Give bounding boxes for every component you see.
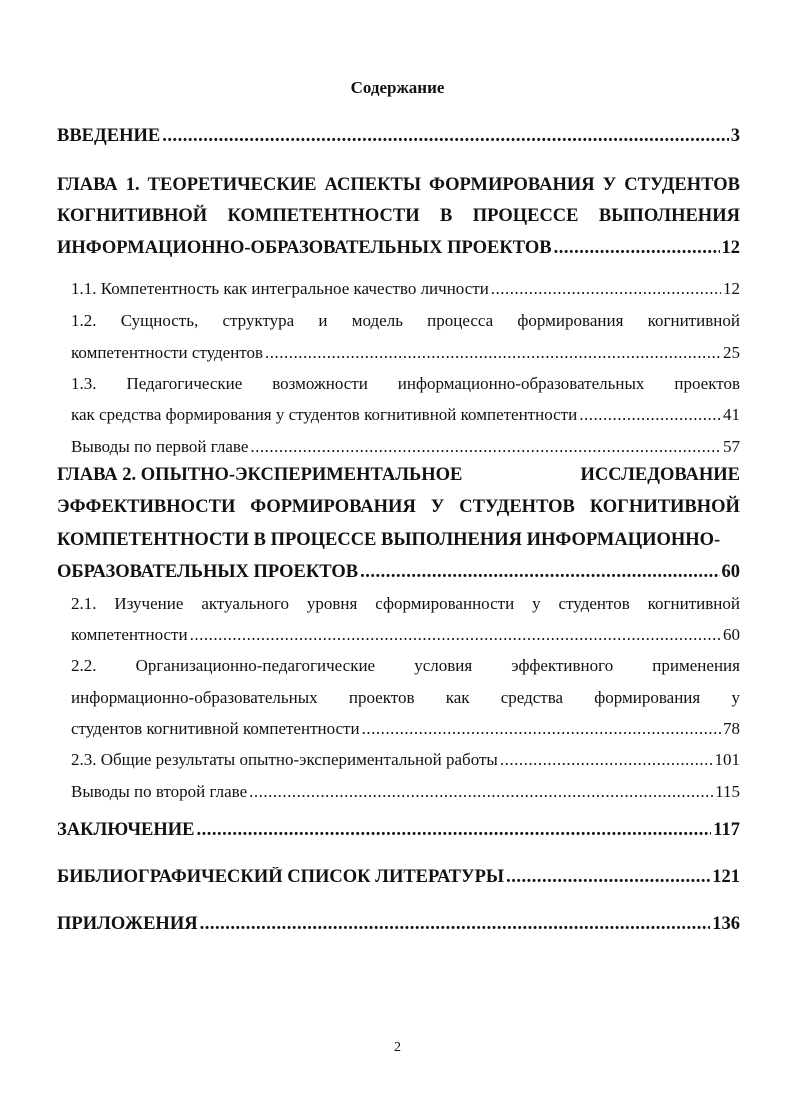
dot-leader (250, 437, 721, 457)
toc-entry-label: ПРИЛОЖЕНИЯ (57, 914, 198, 934)
word: В (440, 206, 453, 226)
toc-entry-label: компетентности (71, 625, 188, 644)
toc-page-number: 60 (723, 625, 740, 644)
toc-page-number: 101 (714, 750, 740, 769)
toc-chapter2-line2[interactable] (57, 497, 740, 518)
toc-section-1-3-line2[interactable] (71, 405, 740, 425)
toc-page-number: 57 (723, 437, 740, 456)
toc-entry-conclusion[interactable] (57, 820, 740, 841)
toc-page-number: 3 (730, 126, 740, 146)
dot-leader (360, 562, 719, 583)
toc-page-number: 78 (723, 719, 740, 738)
toc-section-2-2-line3[interactable] (71, 719, 740, 739)
word: 2.2. (71, 656, 97, 675)
word: уровня (306, 594, 358, 613)
word: модель (351, 311, 403, 330)
toc-entry-label: ЗАКЛЮЧЕНИЕ (57, 820, 195, 840)
word: КОГНИТИВНОЙ (589, 497, 740, 517)
word: Изучение (114, 594, 184, 613)
toc-page-number: 12 (723, 279, 740, 298)
toc-entry-label: ОБРАЗОВАТЕЛЬНЫХ ПРОЕКТОВ (57, 562, 359, 582)
word: СТУДЕНТОВ (624, 175, 740, 195)
toc-entry-label: Выводы по второй главе (71, 782, 248, 801)
word: возможности (272, 374, 368, 393)
word: Сущность, (120, 311, 199, 330)
word: ЭФФЕКТИВНОСТИ (57, 497, 236, 517)
toc-section-1-1[interactable] (71, 279, 740, 299)
word: 2.1. (71, 594, 97, 613)
toc-entry-label: компетентности студентов (71, 343, 264, 362)
toc-section-1-2-line2[interactable] (71, 343, 740, 363)
toc-chapter1-line2[interactable] (57, 206, 740, 227)
page-number: 2 (394, 1040, 401, 1055)
toc-page-number: 12 (721, 238, 740, 258)
word: проектов (348, 688, 415, 707)
toc-entry-label: студентов когнитивной компетентности (71, 719, 360, 738)
toc-page-number: 41 (723, 405, 740, 424)
word: ФОРМИРОВАНИЯ (429, 175, 595, 195)
toc-section-2-3[interactable] (71, 750, 740, 770)
toc-chapter1-conclusions[interactable] (71, 437, 740, 457)
toc-chapter1-line1[interactable] (57, 175, 740, 196)
word: средства (500, 688, 564, 707)
toc-chapter2-line1[interactable] (57, 465, 740, 486)
word: Педагогические (126, 374, 243, 393)
dot-leader (190, 625, 721, 645)
word: ИССЛЕДОВАНИЕ (580, 465, 740, 485)
word: у (731, 688, 740, 707)
word: КОМПЕТЕНТНОСТИ (227, 206, 420, 226)
word: ГЛАВА 2. ОПЫТНО-ЭКСПЕРИМЕНТАЛЬНОЕ (57, 465, 463, 485)
toc-page-number: 115 (715, 782, 740, 801)
word: информационно-образовательных (397, 374, 645, 393)
dot-leader (162, 126, 729, 147)
word: ПРОЦЕССЕ (472, 206, 579, 226)
word: студентов (558, 594, 630, 613)
word: актуального (201, 594, 289, 613)
dot-leader (265, 343, 721, 363)
word: ВЫПОЛНЕНИЯ (598, 206, 740, 226)
dot-leader (500, 750, 713, 770)
word: структура (222, 311, 295, 330)
word: когнитивной (647, 311, 740, 330)
word: информационно-образовательных (71, 688, 318, 707)
page-title: Содержание (350, 78, 445, 97)
word: 1.3. (71, 374, 97, 393)
word: и (318, 311, 328, 330)
word: процесса (427, 311, 494, 330)
word: АСПЕКТЫ (324, 175, 421, 195)
toc-page-number: 60 (721, 562, 740, 582)
word: ТЕОРЕТИЧЕСКИЕ (147, 175, 317, 195)
toc-section-2-2-line1[interactable] (71, 656, 740, 676)
toc-entry-intro[interactable] (57, 126, 740, 147)
toc-entry-label: как средства формирования у студентов когнитивной компетентности (71, 405, 578, 424)
word: проектов (674, 374, 740, 393)
dot-leader (197, 820, 712, 841)
word: условия (414, 656, 473, 675)
toc-section-1-2-line1[interactable] (71, 311, 740, 331)
dot-leader (491, 279, 721, 299)
toc-chapter1-line3[interactable] (57, 238, 740, 259)
word: эффективного (511, 656, 614, 675)
toc-entry-label: ВВЕДЕНИЕ (57, 126, 161, 146)
word: СТУДЕНТОВ (459, 497, 575, 517)
toc-section-2-1-line2[interactable] (71, 625, 740, 645)
word: ГЛАВА (57, 175, 118, 195)
toc-page-number: 121 (712, 867, 740, 887)
toc-chapter2-conclusions[interactable] (71, 782, 740, 802)
toc-section-2-1-line1[interactable] (71, 594, 740, 614)
word: как (445, 688, 470, 707)
word: применения (652, 656, 740, 675)
toc-entry-label: Выводы по первой главе (71, 437, 249, 456)
word: у (532, 594, 541, 613)
word: сформированности (375, 594, 515, 613)
dot-leader (249, 782, 713, 802)
word: У (430, 497, 445, 517)
dot-leader (506, 867, 710, 888)
toc-entry-label: ИНФОРМАЦИОННО-ОБРАЗОВАТЕЛЬНЫХ ПРОЕКТОВ (57, 238, 552, 258)
toc-entry-appendix[interactable] (57, 914, 740, 935)
word: КОГНИТИВНОЙ (57, 206, 208, 226)
toc-section-1-3-line1[interactable] (71, 374, 740, 394)
word: формирования (517, 311, 624, 330)
toc-chapter2-line4[interactable] (57, 562, 740, 583)
word: формирования (594, 688, 701, 707)
toc-entry-label: 2.3. Общие результаты опытно-экспериментальной работы (71, 750, 498, 769)
word: когнитивной (647, 594, 740, 613)
toc-section-2-2-line2[interactable] (71, 688, 740, 708)
toc-entry-label: КОМПЕТЕНТНОСТИ В ПРОЦЕССЕ ВЫПОЛНЕНИЯ ИНФОРМАЦИОННО- (57, 530, 721, 550)
dot-leader (554, 238, 720, 259)
toc-entry-label: БИБЛИОГРАФИЧЕСКИЙ СПИСОК ЛИТЕРАТУРЫ (57, 867, 505, 887)
dot-leader (362, 719, 721, 739)
toc-page-number: 117 (713, 820, 740, 840)
word: 1. (125, 175, 140, 195)
toc-page-number: 25 (723, 343, 740, 362)
word: 1.2. (71, 311, 97, 330)
word: Организационно-педагогические (135, 656, 376, 675)
word: ФОРМИРОВАНИЯ (250, 497, 416, 517)
word: У (602, 175, 617, 195)
toc-page-number: 136 (712, 914, 740, 934)
dot-leader (579, 405, 721, 425)
toc-entry-bibliography[interactable] (57, 867, 740, 888)
dot-leader (200, 914, 711, 935)
toc-chapter2-line3[interactable] (57, 530, 740, 551)
toc-entry-label: 1.1. Компетентность как интегральное качество личности (71, 279, 489, 298)
